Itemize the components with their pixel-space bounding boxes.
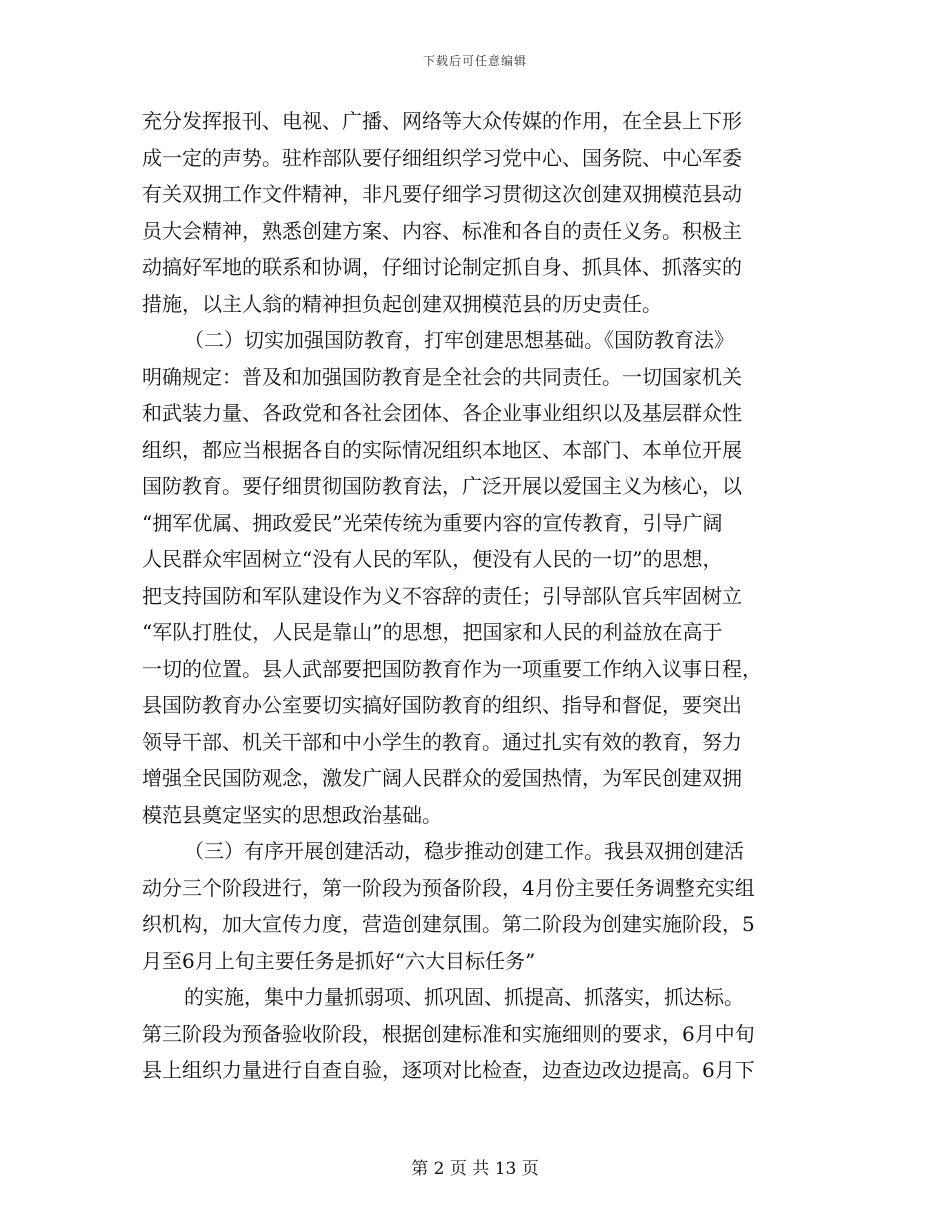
text-line: 有关双拥工作文件精神，非凡要仔细学习贯彻这次创建双拥模范县动 [142,182,742,206]
page-footer: 第 2 页 共 13 页 [411,1159,539,1179]
text-line: 措施，以主人翁的精神担负起创建双拥模范县的历史责任。 [142,291,662,316]
text-line: 和武装力量、各政党和各社会团体、各企业事业组织以及基层群众性 [142,401,742,425]
page-header: 下载后可任意编辑 [422,54,527,68]
text-line: 一切的位置。县人武部要把国防教育作为一项重要工作纳入议事日程， [142,656,762,681]
text-line: 织机构，加大宣传力度，营造创建氛围。第二阶段为创建实施阶段，5 [142,912,755,936]
text-line: 动分三个阶段进行，第一阶段为预备阶段，4月份主要任务调整充实组 [142,875,755,900]
text-line: 充分发挥报刊、电视、广播、网络等大众传媒的作用，在全县上下形 [142,109,742,133]
text-line: 县国防教育办公室要切实搞好国防教育的组织、指导和督促，要突出 [142,693,742,717]
text-line: 的实施，集中力量抓弱项、抓巩固、抓提高、抓落实，抓达标。 [184,985,744,1009]
text-line: “军队打胜仗，人民是靠山”的思想，把国家和人民的利益放在高于 [142,620,723,644]
text-line: 县上组织力量进行自查自验，逐项对比检查，边查边改边提高。6月下 [142,1058,755,1082]
text-line: 国防教育。要仔细贯彻国防教育法，广泛开展以爱国主义为核心，以 [142,474,742,498]
text-line: （三）有序开展创建活动，稳步推动创建工作。我县双拥创建活 [184,839,744,863]
text-line: 员大会精神，熟悉创建方案、内容、标准和各自的责任义务。积极主 [142,218,742,243]
text-line: 增强全民国防观念，激发广阔人民群众的爱国热情，为军民创建双拥 [142,766,742,790]
text-line: 领导干部、机关干部和中小学生的教育。通过扎实有效的教育，努力 [142,729,742,754]
document-body [142,103,810,1089]
text-line: 第三阶段为预备验收阶段，根据创建标准和实施细则的要求，6月中旬 [142,1021,755,1046]
text-line: （二）切实加强国防教育，打牢创建思想基础。《国防教育法》 [184,328,734,352]
text-line: 成一定的声势。驻柞部队要仔细组织学习党中心、国务院、中心军委 [142,145,742,170]
text-line: 组织，都应当根据各自的实际情况组织本地区、本部门、本单位开展 [142,437,742,462]
text-line: “拥军优属、拥政爱民”光荣传统为重要内容的宣传教育，引导广阔 [142,510,723,535]
text-line: 动搞好军地的联系和协调，仔细讨论制定抓自身、抓具体、抓落实的 [142,255,742,279]
text-line: 模范县奠定坚实的思想政治基础。 [142,802,442,827]
text-line: 人民群众牢固树立“没有人民的军队，便没有人民的一切”的思想， [142,547,723,571]
text-line: 把支持国防和军队建设作为义不容辞的责任；引导部队官兵牢固树立 [142,583,742,608]
text-line: 月至6月上旬主要任务是抓好“六大目标任务” [142,948,536,973]
text-line: 明确规定：普及和加强国防教育是全社会的共同责任。一切国家机关 [142,364,742,389]
